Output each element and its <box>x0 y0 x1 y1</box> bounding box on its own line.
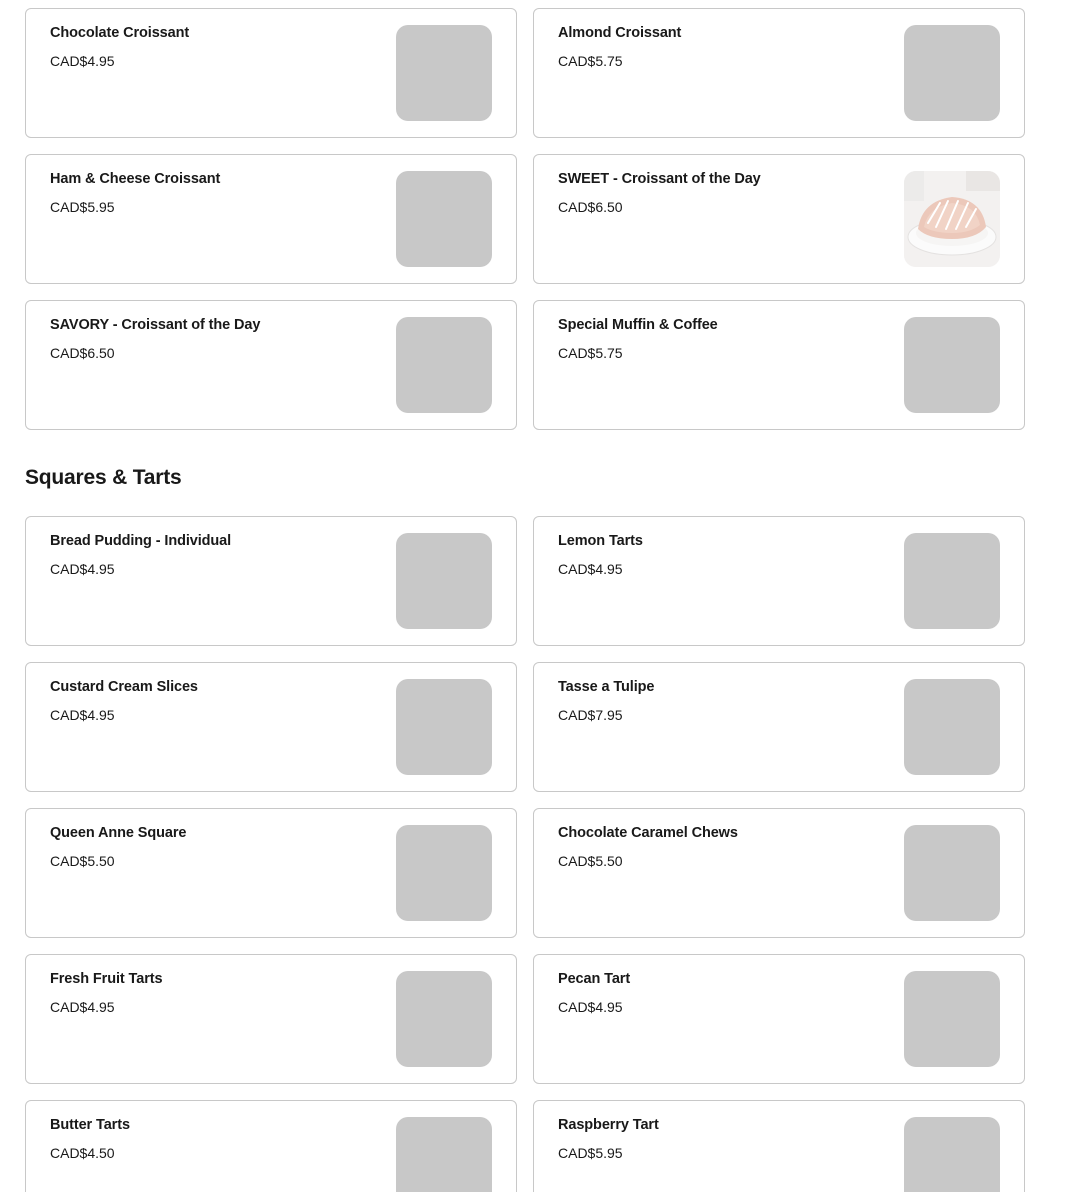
item-price: CAD$5.50 <box>50 853 115 869</box>
menu-item-card[interactable] <box>533 1100 1025 1192</box>
item-name: Tasse a Tulipe <box>558 679 655 695</box>
item-price: CAD$6.50 <box>50 345 115 361</box>
menu-item-card[interactable] <box>25 662 517 792</box>
item-price: CAD$4.95 <box>558 561 623 577</box>
item-price: CAD$5.95 <box>50 199 115 215</box>
menu-item-card[interactable] <box>25 954 517 1084</box>
item-price: CAD$5.50 <box>558 853 623 869</box>
item-image-placeholder <box>904 679 1000 775</box>
menu-item-card[interactable] <box>25 516 517 646</box>
squares-tarts-items-grid <box>25 516 1025 1192</box>
item-name: Chocolate Caramel Chews <box>558 825 738 841</box>
item-image-placeholder <box>904 25 1000 121</box>
item-price: CAD$5.95 <box>558 1145 623 1161</box>
item-name: SAVORY - Croissant of the Day <box>50 317 261 333</box>
item-image-placeholder <box>396 825 492 921</box>
item-price: CAD$4.95 <box>50 561 115 577</box>
croissant-photo-illustration <box>904 171 1000 267</box>
item-price: CAD$5.75 <box>558 345 623 361</box>
item-name: Almond Croissant <box>558 25 682 41</box>
menu-item-card[interactable] <box>25 300 517 430</box>
item-price: CAD$4.95 <box>50 707 115 723</box>
item-image-placeholder <box>904 825 1000 921</box>
menu-item-card[interactable] <box>25 808 517 938</box>
item-image-placeholder <box>396 171 492 267</box>
item-image-placeholder <box>396 533 492 629</box>
item-price: CAD$5.75 <box>558 53 623 69</box>
menu-item-card[interactable] <box>533 808 1025 938</box>
item-image-placeholder <box>396 25 492 121</box>
croissant-items-grid <box>25 8 1025 430</box>
item-image-placeholder <box>904 971 1000 1067</box>
item-image-placeholder <box>396 679 492 775</box>
section-title-squares-tarts: Squares & Tarts <box>25 466 182 489</box>
item-price: CAD$4.95 <box>50 53 115 69</box>
item-image-placeholder <box>904 533 1000 629</box>
item-name: Special Muffin & Coffee <box>558 317 718 333</box>
item-price: CAD$4.95 <box>50 999 115 1015</box>
item-name: SWEET - Croissant of the Day <box>558 171 761 187</box>
item-name: Fresh Fruit Tarts <box>50 971 163 987</box>
menu-item-card[interactable] <box>533 8 1025 138</box>
item-price: CAD$4.95 <box>558 999 623 1015</box>
menu-item-card[interactable] <box>533 154 1025 284</box>
menu-item-card[interactable] <box>533 662 1025 792</box>
item-price: CAD$6.50 <box>558 199 623 215</box>
menu-item-card[interactable] <box>25 1100 517 1192</box>
item-name: Chocolate Croissant <box>50 25 190 41</box>
item-image-placeholder <box>904 1117 1000 1192</box>
item-name: Butter Tarts <box>50 1117 130 1133</box>
item-price: CAD$4.50 <box>50 1145 115 1161</box>
item-image-placeholder <box>396 317 492 413</box>
menu-item-card[interactable] <box>533 516 1025 646</box>
item-price: CAD$7.95 <box>558 707 623 723</box>
item-name: Queen Anne Square <box>50 825 187 841</box>
item-name: Pecan Tart <box>558 971 631 987</box>
item-name: Custard Cream Slices <box>50 679 198 695</box>
item-name: Bread Pudding - Individual <box>50 533 232 549</box>
item-name: Raspberry Tart <box>558 1117 659 1133</box>
menu-item-card[interactable] <box>25 154 517 284</box>
item-image-placeholder <box>396 971 492 1067</box>
item-name: Ham & Cheese Croissant <box>50 171 221 187</box>
item-image-placeholder <box>396 1117 492 1192</box>
croissant-photo <box>904 171 1000 267</box>
menu-item-card[interactable] <box>533 300 1025 430</box>
menu-item-card[interactable] <box>25 8 517 138</box>
item-image-placeholder <box>904 317 1000 413</box>
menu-item-card[interactable] <box>533 954 1025 1084</box>
item-name: Lemon Tarts <box>558 533 643 549</box>
